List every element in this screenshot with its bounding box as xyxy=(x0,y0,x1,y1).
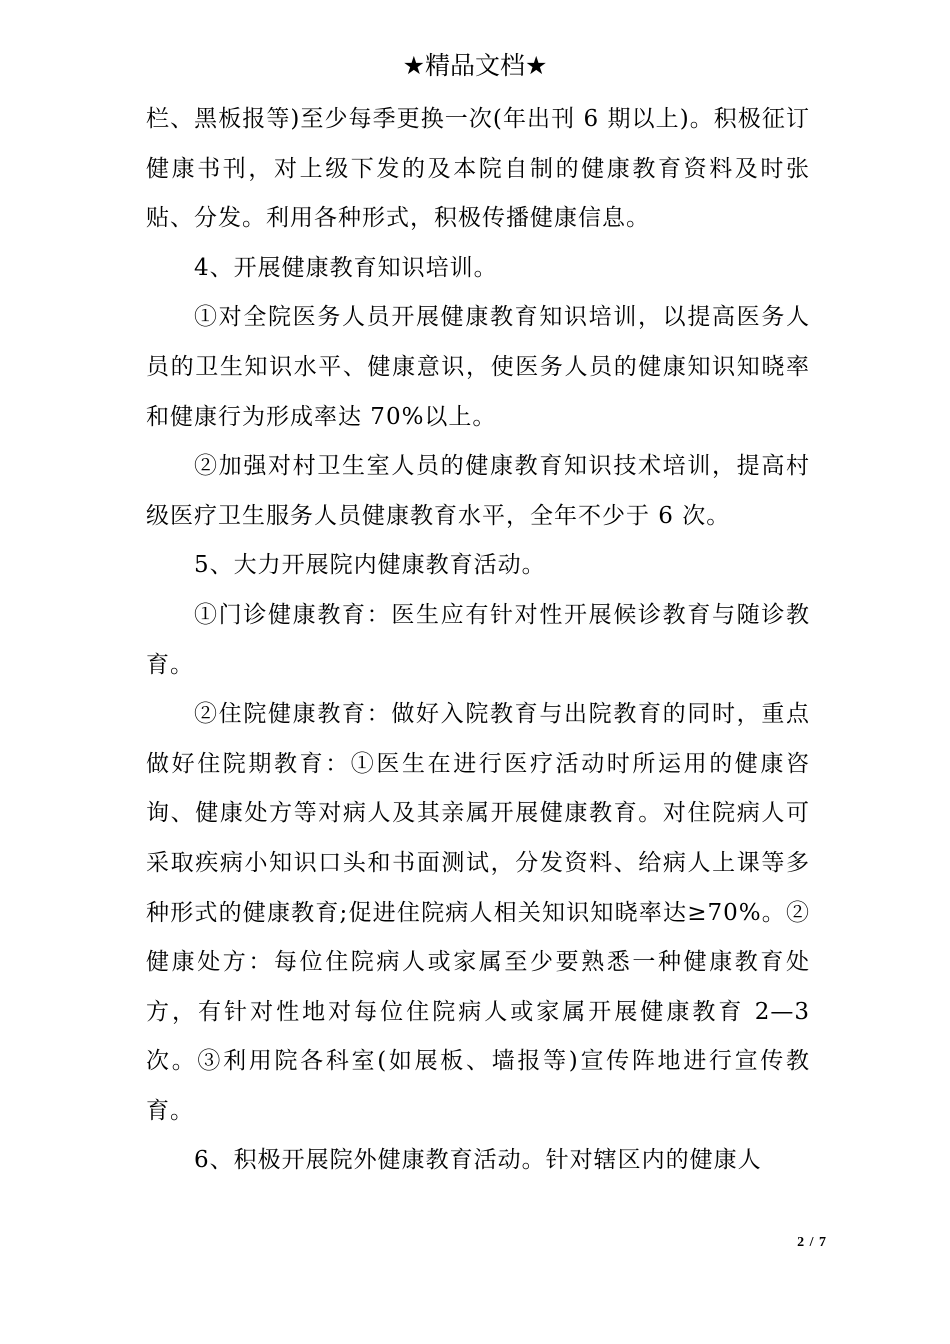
page-number: 2 / 7 xyxy=(797,1235,827,1250)
paragraph-section-4-item-2: ②加强对村卫生室人员的健康教育知识技术培训，提高村级医疗卫生服务人员健康教育水平，全年不少于 6 次。 xyxy=(146,453,810,529)
paragraph-section-5-heading: 5、大力开展院内健康教育活动。 xyxy=(194,552,546,579)
paragraph-section-5-item-2: ②住院健康教育：做好入院教育与出院教育的同时，重点做好住院期教育：①医生在进行医疗活动时所运用的健康咨询、健康处方等对病人及其亲属开展健康教育。对住院病人可采取疾病小知识口头和书面测试，分发资料、给病人上课等多种形式的健康教育;促进住院病人相关知识知晓率达≥70%。②健康处方：每位住院病人或家属至少要熟悉一种健康教育处方，有针对性地对每位住院病人或家属开展健康教育 2—3 次。③利用院各科室(如展板、墙报等)宣传阵地进行宣传教育。 xyxy=(146,701,810,1124)
paragraph-section-4-item-1: ①对全院医务人员开展健康教育知识培训，以提高医务人员的卫生知识水平、健康意识，使医务人员的健康知识知晓率和健康行为形成率达 70%以上。 xyxy=(146,304,810,430)
paragraph-section-4-heading: 4、开展健康教育知识培训。 xyxy=(194,254,498,281)
document-body xyxy=(146,95,810,1186)
paragraph-section-6-heading: 6、积极开展院外健康教育活动。针对辖区内的健康人 xyxy=(194,1147,762,1174)
paragraph-continuation: 栏、黑板报等)至少每季更换一次(年出刊 6 期以上)。积极征订健康书刊，对上级下发的及本院自制的健康教育资料及时张贴、分发。利用各种形式，积极传播健康信息。 xyxy=(146,106,810,232)
paragraph-section-5-item-1: ①门诊健康教育：医生应有针对性开展候诊教育与随诊教育。 xyxy=(146,601,810,678)
page-header-title: ★精品文档★ xyxy=(402,51,548,80)
